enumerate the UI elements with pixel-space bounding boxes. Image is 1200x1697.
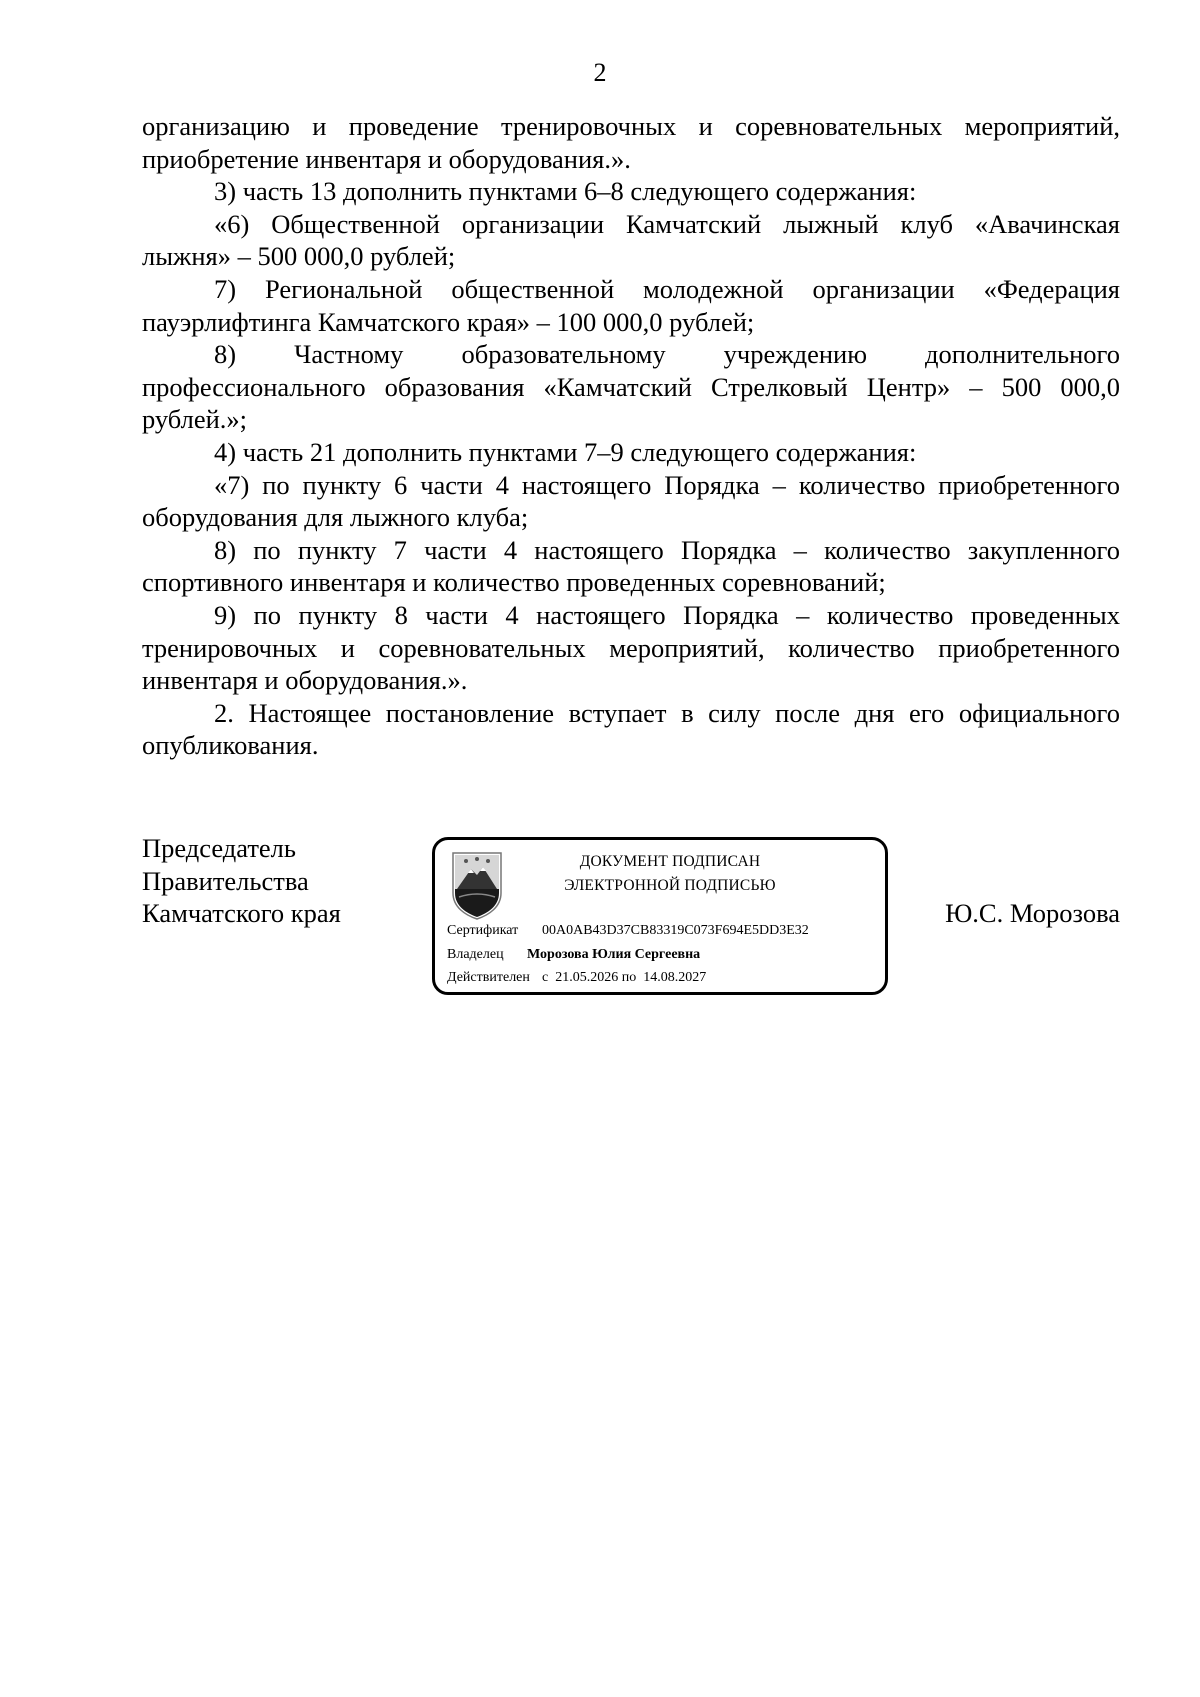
paragraph: 4) часть 21 дополнить пунктами 7–9 следующего содержания: <box>214 436 917 467</box>
paragraph: 3) часть 13 дополнить пунктами 6–8 следующего содержания: <box>214 176 917 207</box>
stamp-certificate-label: Сертификат <box>447 923 519 938</box>
page-number: 2 <box>593 58 607 87</box>
stamp-validity-row <box>447 969 706 987</box>
document-body <box>142 110 1120 762</box>
stamp-owner-value: Морозова Юлия Сергеевна <box>527 947 701 962</box>
stamp-certificate-value: 00A0AB43D37CB83319C073F694E5DD3E32 <box>542 923 809 938</box>
stamp-heading <box>505 850 835 898</box>
stamp-certificate-row <box>447 922 809 940</box>
stamp-validity-value: с 21.05.2026 по 14.08.2027 <box>542 970 707 985</box>
stamp-owner-label: Владелец <box>447 947 504 962</box>
signatory-title-line: Правительства <box>142 865 309 896</box>
stamp-heading-line: ЭЛЕКТРОННОЙ ПОДПИСЬЮ <box>564 877 776 894</box>
paragraph: «7) по пункту 6 части 4 настоящего Порядка – количество приобретенного оборудования для лыжного клуба; <box>142 469 1120 533</box>
paragraph: 8) Частному образовательному учреждению дополнительного профессионального образования «Камчатский Стрелковый Центр» – 500 000,0 рублей.»; <box>142 339 1120 435</box>
paragraph: «6) Общественной организации Камчатский лыжный клуб «Авачинская лыжня» – 500 000,0 рублей; <box>142 208 1120 272</box>
stamp-heading-line: ДОКУМЕНТ ПОДПИСАН <box>579 853 761 870</box>
kamchatka-coat-of-arms-icon <box>449 849 505 921</box>
signatory-title <box>142 832 341 930</box>
paragraph: 7) Региональной общественной молодежной организации «Федерация пауэрлифтинга Камчатского края» – 100 000,0 рублей; <box>142 273 1120 337</box>
electronic-signature-stamp <box>432 837 888 995</box>
paragraph: организацию и проведение тренировочных и соревновательных мероприятий, приобретение инвентаря и оборудования.». <box>142 111 1120 174</box>
signatory-title-line: Председатель <box>142 833 296 863</box>
paragraph: 2. Настоящее постановление вступает в силу после дня его официального опубликования. <box>142 697 1120 761</box>
stamp-owner-row <box>447 946 700 964</box>
stamp-validity-label: Действителен <box>447 970 530 985</box>
paragraph: 9) по пункту 8 части 4 настоящего Порядка – количество проведенных тренировочных и соревновательных мероприятий, количество приобретенного инвентаря и оборудования.». <box>142 599 1120 696</box>
signatory-title-line: Камчатского края <box>142 898 341 928</box>
signatory-name: Ю.С. Морозова <box>945 898 1120 928</box>
paragraph: 8) по пункту 7 части 4 настоящего Порядка – количество закупленного спортивного инвентаря и количество проведенных соревнований; <box>142 534 1120 598</box>
